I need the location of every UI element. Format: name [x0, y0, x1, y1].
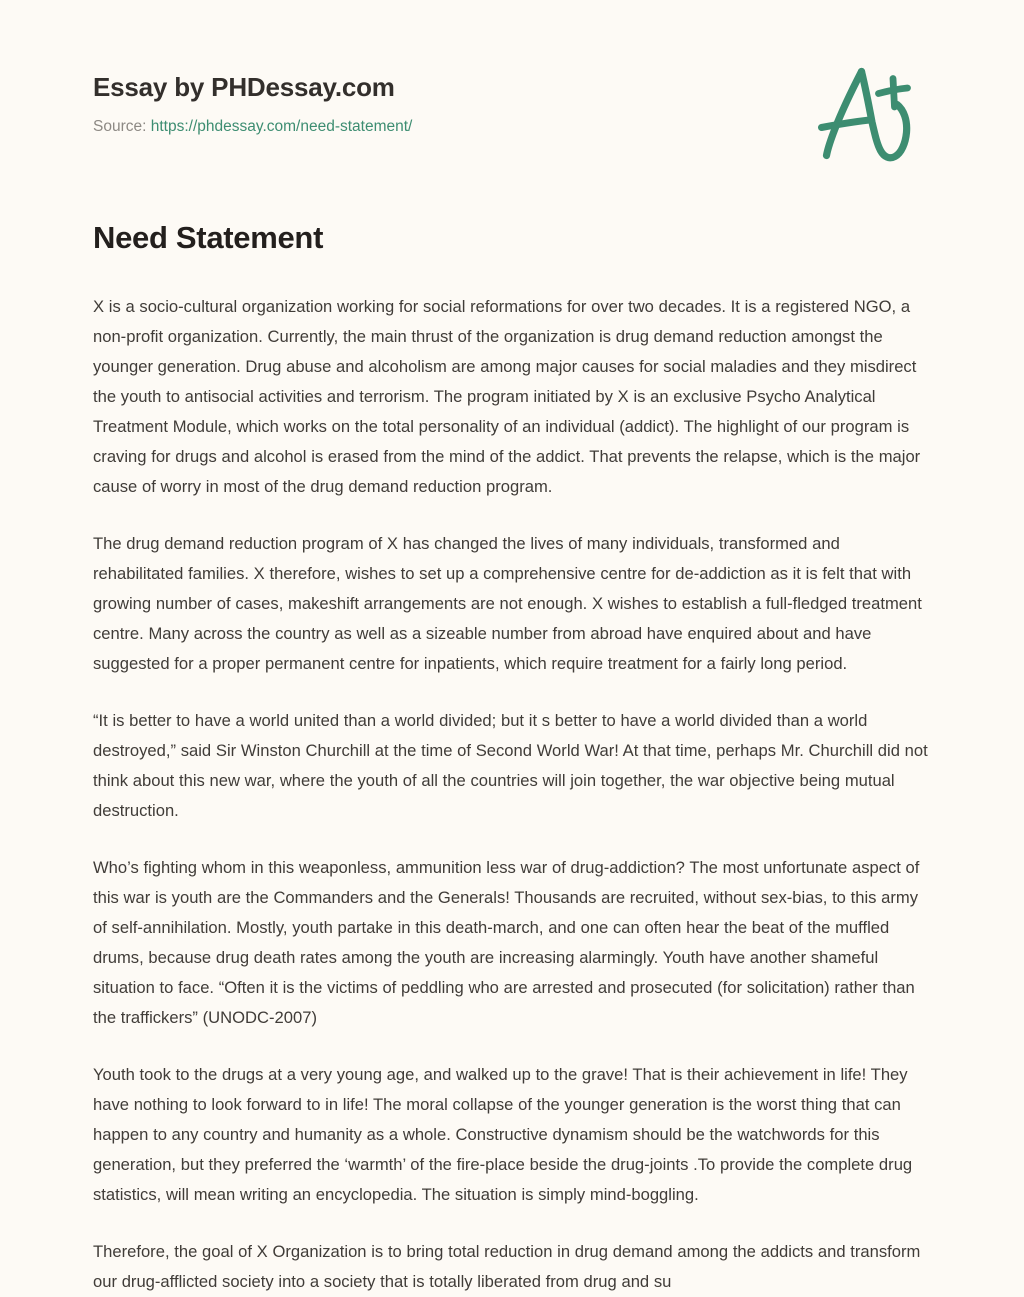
- document-header: [0, 0, 1024, 190]
- a-plus-logo-icon: [812, 62, 920, 166]
- page-title: Need Statement: [93, 220, 324, 255]
- paragraph: Youth took to the drugs at a very young age, and walked up to the grave! That is their achievement in life! They have nothing to look forward to in life! The moral collapse of the younger generation is the worst thing that can happen to any country and humanity as a whole. Constructive dynamism should be the watchwords for this generation, but they preferred the ‘warmth’ of the fire-place beside the drug-joints .To provide the complete drug statistics, will mean writing an encyclopedia. The situation is simply mind-boggling.: [93, 1064, 913, 1204]
- source-url-link[interactable]: https://phdessay.com/need-statement/: [150, 118, 413, 136]
- paragraph: X is a socio-cultural organization working for social reformations for over two decades. It is a registered NGO, a non-profit organization. Currently, the main thrust of the organization is drug demand reduction amongst the younger generation. Drug abuse and alcoholism are among major causes for social maladies and they misdirect the youth to antisocial activities and terrorism. The program initiated by X is an exclusive Psycho Analytical Treatment Module, which works on the total personality of an individual (addict). The highlight of our program is craving for drugs and alcohol is erased from the mind of the addict. That prevents the relapse, which is the major cause of worry in most of the drug demand reduction program.: [93, 296, 921, 496]
- paragraph: Therefore, the goal of X Organization is to bring total reduction in drug demand among the addicts and transform our drug-afflicted society into a society that is totally liberated from drug and su: [93, 1241, 921, 1291]
- paragraph: Who’s fighting whom in this weaponless, ammunition less war of drug-addiction? The most unfortunate aspect of this war is youth are the Commanders and the Generals! Thousands are recruited, without sex-bias, to this army of self-annihilation. Mostly, youth partake in this death-march, and one can often hear the beat of the muffled drums, because drug death rates among the youth are increasing alarmingly. Youth have another shameful situation to face. “Often it is the victims of peddling who are arrested and prosecuted (for solicitation) rather than the traffickers” (UNODC-2007): [93, 857, 920, 1027]
- article: [93, 219, 933, 1297]
- paragraph: The drug demand reduction program of X has changed the lives of many individuals, transformed and rehabilitated families. X therefore, wishes to set up a comprehensive centre for de-addiction as it is felt that with growing number of cases, makeshift arrangements are not enough. X wishes to establish a full-fledged treatment centre. Many across the country as well as a sizeable number from abroad have enquired about and have suggested for a proper permanent centre for inpatients, which require treatment for a fairly long period.: [93, 533, 922, 673]
- article-body: [93, 292, 933, 1297]
- source-label: Source:: [93, 118, 151, 136]
- source-line: [93, 117, 733, 137]
- brand-title: Essay by PHDessay.com: [93, 72, 395, 102]
- paragraph: “It is better to have a world united than a world divided; but it s better to have a world divided than a world destroyed,” said Sir Winston Churchill at the time of Second World War! At that time, perhaps Mr. Churchill did not think about this new war, where the youth of all the countries will join together, the war objective being mutual destruction.: [93, 710, 928, 820]
- a-plus-logo: [812, 62, 920, 166]
- brand-block: [93, 72, 733, 137]
